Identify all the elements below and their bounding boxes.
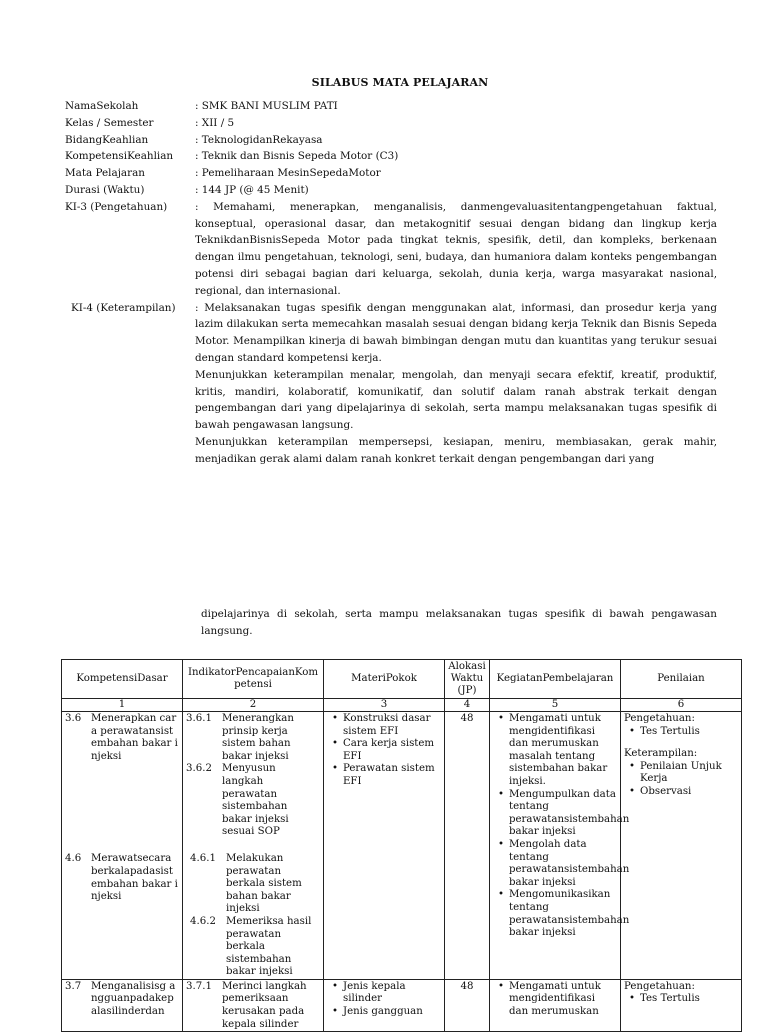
penilaian-label: Keterampilan: xyxy=(624,748,698,760)
meta-value: : TeknologidanRekayasa xyxy=(195,133,323,146)
materi-item xyxy=(327,763,441,788)
kd-number: 3.6 xyxy=(65,713,82,724)
bullet-icon: • xyxy=(331,738,338,750)
penilaian-label: Pengetahuan: xyxy=(624,980,695,992)
materi-cell xyxy=(324,712,445,980)
indicator-item xyxy=(186,763,320,839)
meta-row-class xyxy=(65,115,717,132)
kd-number: 4.6 xyxy=(65,853,82,865)
header-penilaian: Penilaian xyxy=(621,660,742,699)
indicator-item xyxy=(186,713,320,763)
bullet-icon: • xyxy=(331,1006,338,1018)
alokasi-cell: 48 xyxy=(445,979,490,1031)
bullet-icon: • xyxy=(497,838,504,850)
bullet-icon: • xyxy=(331,980,338,992)
bullet-icon: • xyxy=(497,980,504,992)
meta-label: Mata Pelajaran xyxy=(65,167,145,180)
meta-row-competency xyxy=(65,148,717,165)
meta-row-field xyxy=(65,132,717,149)
meta-value: : 144 JP (@ 45 Menit) xyxy=(195,183,309,196)
ki4-paragraph-2: Menunjukkan keterampilan menalar, mengolah, dan menyaji secara efektif, kreatif, produktif, kritis, mandiri, kolaboratif, komunikatif, dan solutif dalam ranah abstrak terkait dengan pengembangan dari yang dipelajarinya di sekolah, serta mampu melaksanakan tugas spesifik di bawah pengawasan langsung. xyxy=(195,368,717,432)
kegiatan-item xyxy=(493,889,630,939)
meta-label: BidangKeahlian xyxy=(65,133,149,146)
syllabus-table xyxy=(61,659,742,1032)
kegiatan-text: Mengamati untuk mengidentifikasi dan merumuskan masalah tentang sistembahan bakar injeksi. xyxy=(509,713,608,787)
kd-item xyxy=(65,853,179,903)
kegiatan-text: Mengomunikasikan tentang perawatansistembahan bakar injeksi xyxy=(509,889,630,939)
meta-value: : SMK BANI MUSLIM PATI xyxy=(195,100,338,112)
col-number: 6 xyxy=(621,699,742,712)
materi-item xyxy=(327,981,441,1006)
bullet-icon: • xyxy=(628,760,635,772)
materi-item xyxy=(327,738,441,763)
penilaian-text: Observasi xyxy=(640,785,692,797)
meta-label: KompetensiKeahlian xyxy=(65,150,174,163)
meta-value: : Pemeliharaan MesinSepedaMotor xyxy=(195,167,381,180)
page-title: SILABUS MATA PELAJARAN xyxy=(311,76,489,89)
penilaian-item xyxy=(624,786,738,799)
penilaian-text: Tes Tertulis xyxy=(640,993,700,1005)
bullet-icon: • xyxy=(628,785,635,797)
ki3-text: : Memahami, menerapkan, menganalisis, danmengevaluasitentangpengetahuan faktual, konseptual, operasional dasar, dan metakognitif sesuai dengan bidang dan lingkup kerja TeknikdanBisnisSepeda Motor pada tingkat teknis, spesifik, detil, dan kompleks, berkenaan dengan ilmu pengetahuan, teknologi, seni, budaya, dan humaniora dalam konteks pengembangan potensi diri sebagai bagian dari keluarga, sekolah, dunia kerja, warga masyarakat nasional, regional, dan internasional. xyxy=(195,200,717,297)
penilaian-item xyxy=(624,761,738,786)
materi-item xyxy=(327,713,441,738)
materi-text: Perawatan sistem EFI xyxy=(343,763,435,787)
penilaian-label: Pengetahuan: xyxy=(624,713,695,724)
col-number: 1 xyxy=(62,699,183,712)
bullet-icon: • xyxy=(497,788,504,800)
kd-text: Menganalisisg angguanpadakepalasilinderdan xyxy=(91,980,176,1018)
penilaian-text: Penilaian Unjuk Kerja xyxy=(640,760,722,785)
ki4-paragraph-1: : Melaksanakan tugas spesifik dengan menggunakan alat, informasi, dan prosedur kerja yang lazim dilakukan serta memecahkan masalah sesuai dengan bidang kerja Teknik dan Bisnis Sepeda Motor. Menampilkan kinerja di bawah bimbingan dengan mutu dan kuantitas yang terukur sesuai dengan standard kompetensi kerja. xyxy=(195,301,717,364)
bullet-icon: • xyxy=(331,763,338,775)
indicator-number: 4.6.1 xyxy=(190,852,216,864)
penilaian-text: Tes Tertulis xyxy=(640,725,700,737)
penilaian-cell xyxy=(621,712,742,980)
header-indicator: IndikatorPencapaianKompetensi xyxy=(183,660,324,699)
kd-item xyxy=(65,713,179,763)
materi-item xyxy=(327,1006,441,1019)
kegiatan-text: Mengolah data tentang perawatansistembahan bakar injeksi xyxy=(509,838,630,888)
penilaian-item xyxy=(624,993,738,1006)
identity-block xyxy=(65,98,717,468)
meta-row-school xyxy=(65,98,717,115)
indicator-text: Memeriksa hasil perawatan berkala sistembahan bakar injeksi xyxy=(226,915,312,978)
kegiatan-item xyxy=(493,981,617,1019)
indicator-number: 3.7.1 xyxy=(186,980,212,992)
kd-number: 3.7 xyxy=(65,980,82,992)
header-materi: MateriPokok xyxy=(324,660,445,699)
col-number: 4 xyxy=(445,699,490,712)
indicator-number: 3.6.1 xyxy=(186,713,212,724)
meta-value: : Teknik dan Bisnis Sepeda Motor (C3) xyxy=(195,150,399,163)
materi-text: Konstruksi dasar sistem EFI xyxy=(343,713,431,737)
bullet-icon: • xyxy=(331,713,338,724)
meta-label: Kelas / Semester xyxy=(65,116,154,129)
kegiatan-item xyxy=(493,713,617,789)
kd-item xyxy=(65,981,179,1019)
kegiatan-text: Mengamati untuk mengidentifikasi dan merumuskan xyxy=(509,980,601,1018)
indicator-text: Merinci langkah pemeriksaan kerusakan pada kepala silinder xyxy=(222,980,307,1030)
alokasi-cell: 48 xyxy=(445,712,490,980)
materi-text: Jenis gangguan xyxy=(343,1006,423,1018)
table-number-row xyxy=(62,699,742,712)
header-alokasi: Alokasi Waktu (JP) xyxy=(445,660,490,699)
indicator-cell xyxy=(183,712,324,980)
table-header-row xyxy=(62,660,742,699)
meta-label: NamaSekolah xyxy=(65,100,139,112)
ki4-row xyxy=(65,300,717,468)
col-number: 5 xyxy=(490,699,621,712)
ki4-continuation: dipelajarinya di sekolah, serta mampu melaksanakan tugas spesifik di bawah pengawasan langsung. xyxy=(201,608,717,637)
meta-row-subject xyxy=(65,165,717,182)
header-kegiatan: KegiatanPembelajaran xyxy=(490,660,621,699)
ki4-text xyxy=(195,300,717,468)
indicator-text: Menerangkan prinsip kerja sistem bahan bakar injeksi xyxy=(222,713,294,762)
kegiatan-item xyxy=(493,788,630,839)
meta-label: Durasi (Waktu) xyxy=(65,183,145,196)
ki3-label: KI-3 (Pengetahuan) xyxy=(65,200,168,213)
meta-row-duration xyxy=(65,182,717,199)
kd-text: Menerapkan cara perawatansistembahan bakar injeksi xyxy=(91,713,178,762)
indicator-number: 3.6.2 xyxy=(186,763,212,775)
kegiatan-text: Mengumpulkan data tentang perawatansistembahan bakar injeksi xyxy=(509,788,630,838)
ki4-label: KI-4 (Keterampilan) xyxy=(71,301,176,314)
bullet-icon: • xyxy=(628,725,635,737)
col-number: 3 xyxy=(324,699,445,712)
ki4-paragraph-3: Menunjukkan keterampilan mempersepsi, kesiapan, meniru, membiasakan, gerak mahir, menjadikan gerak alami dalam ranah konkret terkait dengan pengembangan dari yang xyxy=(195,435,717,465)
bullet-icon: • xyxy=(497,889,504,901)
materi-text: Cara kerja sistem EFI xyxy=(343,738,435,762)
col-number: 2 xyxy=(183,699,324,712)
kegiatan-cell xyxy=(490,712,630,980)
meta-value: : XII / 5 xyxy=(195,116,235,129)
kd-cell xyxy=(62,712,183,980)
indicator-number: 4.6.2 xyxy=(190,915,216,927)
kd-text: Merawatsecara berkalapadasistembahan bakar injeksi xyxy=(91,853,178,903)
indicator-item xyxy=(186,916,320,979)
table-row xyxy=(62,712,742,980)
kegiatan-item xyxy=(493,838,630,889)
ki3-row xyxy=(65,199,717,300)
indicator-item xyxy=(186,853,320,916)
bullet-icon: • xyxy=(628,993,635,1005)
materi-text: Jenis kepala silinder xyxy=(343,980,406,1005)
indicator-text: Menyusun langkah perawatan sistembahan bakar injeksi sesuai SOP xyxy=(222,763,289,838)
header-kd: KompetensiDasar xyxy=(62,660,183,699)
penilaian-item xyxy=(624,726,738,739)
indicator-text: Melakukan perawatan berkala sistem bahan bakar injeksi xyxy=(226,852,302,915)
bullet-icon: • xyxy=(497,713,504,724)
